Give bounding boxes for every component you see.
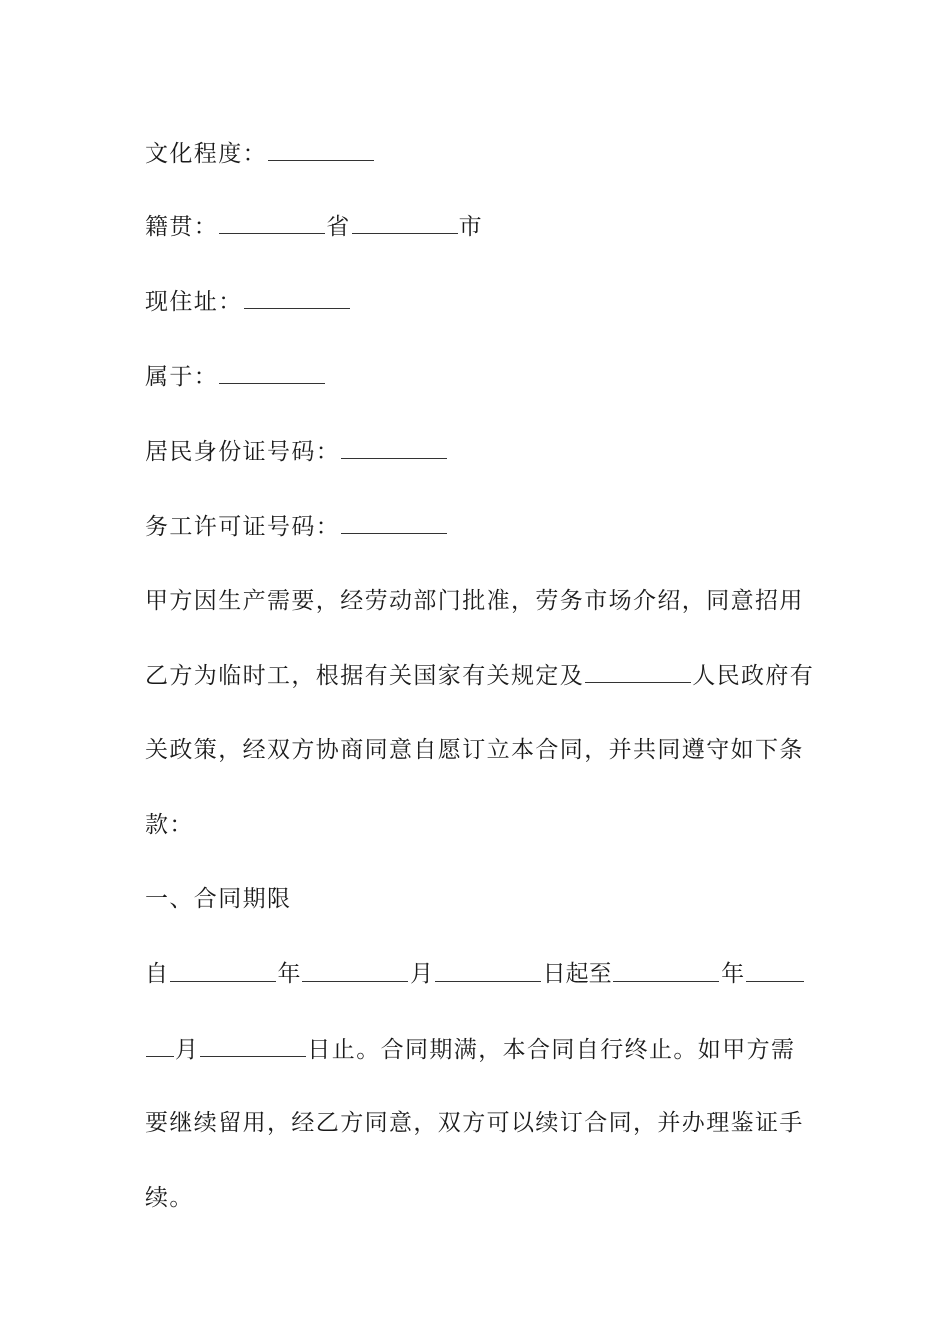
belongs-field — [145, 361, 326, 392]
term-line-1 — [145, 959, 805, 989]
intro-text-1: 甲方因生产需要，经劳动部门批准，劳务市场介绍，同意招用 — [145, 588, 804, 614]
native-label: 籍贯： — [145, 214, 219, 240]
native-city-blank — [352, 211, 458, 234]
term-line-4 — [145, 1183, 194, 1213]
native-place-field — [145, 211, 483, 242]
id-blank — [341, 436, 447, 459]
start-year-label: 年 — [277, 961, 301, 987]
permit-label: 务工许可证号码： — [145, 514, 341, 540]
end-year-label: 年 — [721, 961, 745, 987]
term-text-3: 要继续留用，经乙方同意，双方可以续订合同，并办理鉴证手 — [145, 1110, 804, 1136]
term-line-3 — [145, 1108, 804, 1138]
intro-line-1 — [145, 586, 804, 616]
intro-line-4 — [145, 810, 194, 840]
term-end-text: 日止。合同期满，本合同自行终止。如甲方需 — [307, 1037, 796, 1063]
permit-number-field — [145, 511, 448, 542]
intro-line-2 — [145, 660, 814, 691]
intro-text-4: 款： — [145, 812, 194, 838]
intro-line-3 — [145, 735, 804, 765]
end-month-blank-part1 — [746, 959, 804, 982]
section-heading-text: 一、合同期限 — [145, 886, 292, 912]
native-city-label: 市 — [458, 214, 484, 240]
intro-text-2b: 人民政府有 — [692, 663, 815, 689]
intro-text-2a: 乙方为临时工，根据有关国家有关规定及 — [145, 663, 585, 689]
native-province-blank — [219, 211, 325, 234]
start-day-blank — [435, 959, 541, 982]
belongs-blank — [219, 361, 325, 384]
end-month-label: 月 — [175, 1037, 200, 1063]
end-year-blank — [613, 959, 719, 982]
term-line-2 — [145, 1034, 795, 1065]
start-month-label: 月 — [410, 961, 434, 987]
intro-text-3: 关政策，经双方协商同意自愿订立本合同，并共同遵守如下条 — [145, 737, 804, 763]
id-label: 居民身份证号码： — [145, 439, 341, 465]
id-number-field — [145, 436, 448, 467]
term-text-4: 续。 — [145, 1185, 194, 1211]
government-blank — [585, 660, 691, 683]
permit-blank — [341, 511, 447, 534]
native-province-label: 省 — [326, 214, 351, 240]
belongs-label: 属于： — [145, 364, 219, 390]
section-1-heading — [145, 884, 291, 914]
education-field — [145, 138, 375, 169]
address-field — [145, 286, 351, 317]
end-month-blank-part2 — [146, 1034, 174, 1057]
term-from-label: 自 — [145, 961, 168, 987]
start-day-label: 日起至 — [542, 961, 612, 987]
start-month-blank — [302, 959, 408, 982]
start-year-blank — [170, 959, 276, 982]
end-day-blank — [200, 1034, 306, 1057]
education-blank — [268, 138, 374, 161]
address-label: 现住址： — [145, 289, 243, 315]
address-blank — [244, 286, 350, 309]
education-label: 文化程度： — [145, 141, 267, 167]
